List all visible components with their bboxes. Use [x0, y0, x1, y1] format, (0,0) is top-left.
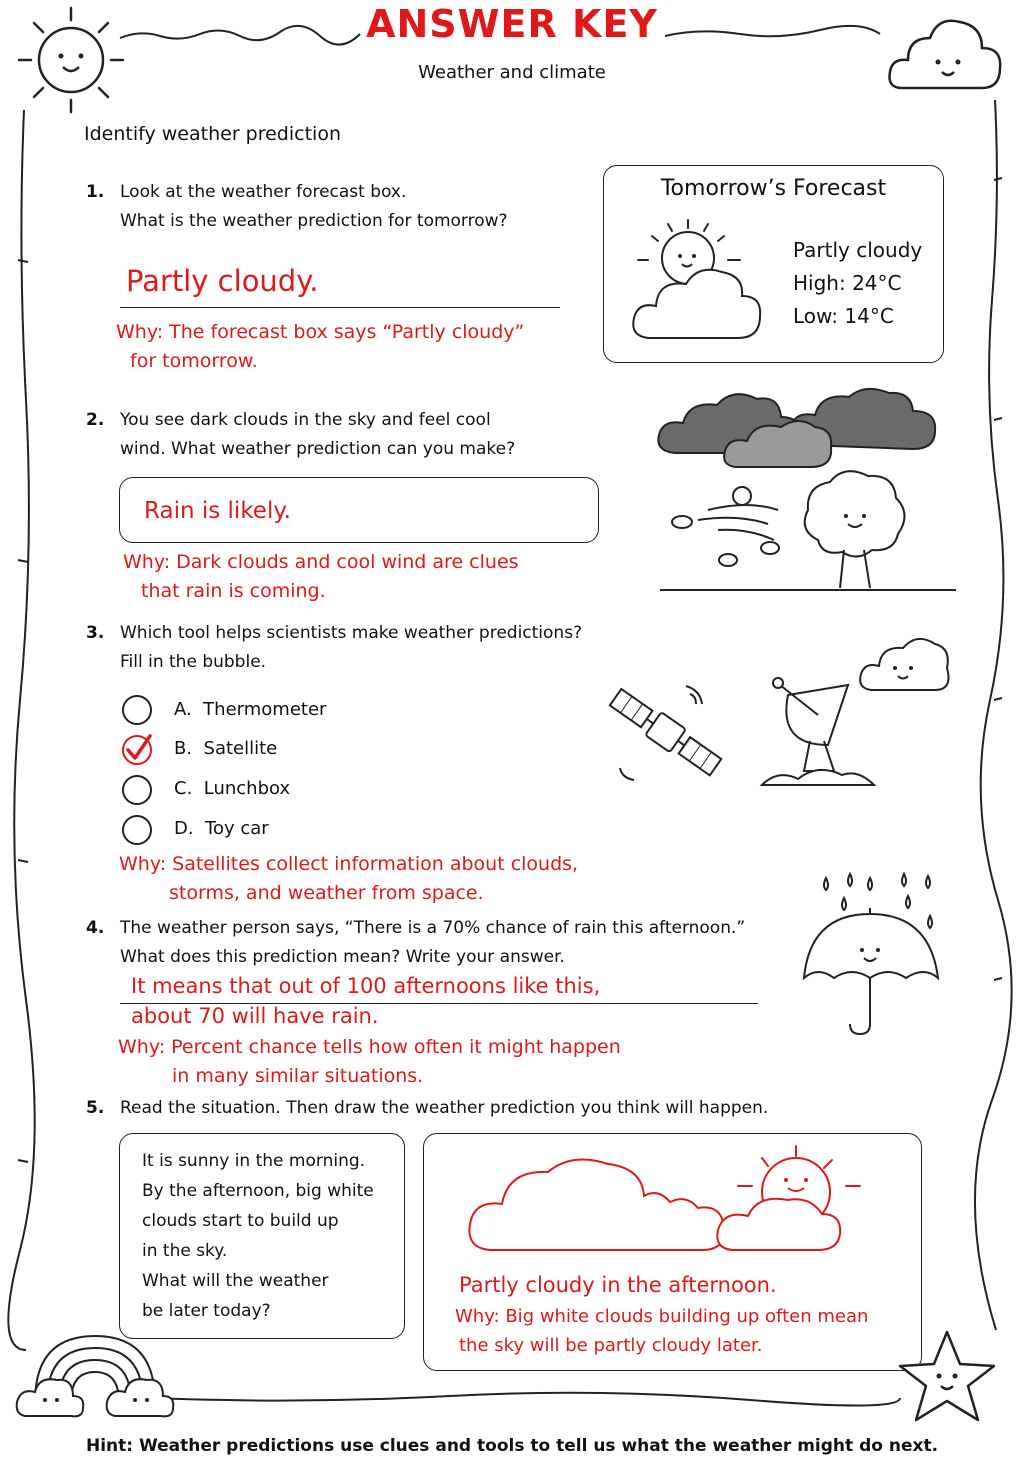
q5-situation-line6: be later today? — [142, 1301, 271, 1321]
q4-prompt — [120, 914, 745, 972]
q4-answer-line1: It means that out of 100 afternoons like this, — [131, 974, 601, 998]
q5-line1: Read the situation. Then draw the weather prediction you think will happen. — [120, 1098, 769, 1118]
q3-option-d-label: Toy car — [205, 818, 269, 839]
q2-number: 2. — [86, 410, 105, 430]
q5-situation-box — [119, 1133, 405, 1339]
q3-line1: Which tool helps scientists make weather predictions? — [120, 623, 583, 643]
q2-line2: wind. What weather prediction can you make? — [120, 439, 516, 459]
q5-situation-line5: What will the weather — [142, 1271, 329, 1291]
q3-why-line2: storms, and weather from space. — [169, 882, 484, 904]
umbrella-icon — [800, 868, 950, 1038]
q3-option-b-letter: B. — [174, 738, 193, 759]
checkmark-icon — [120, 730, 156, 766]
q1-why-line1: Why: The forecast box says “Partly cloudy” — [116, 321, 525, 343]
q3-option-d-letter: D. — [174, 818, 194, 839]
q3-option-b[interactable] — [174, 738, 277, 759]
forecast-high: High: 24°C — [793, 271, 902, 295]
q1-line1: Look at the weather forecast box. — [120, 182, 407, 202]
q5-situation-line2: By the afternoon, big white — [142, 1181, 374, 1201]
q2-line1: You see dark clouds in the sky and feel cool — [120, 410, 491, 430]
q5-why — [455, 1302, 868, 1360]
q3-option-c-letter: C. — [174, 778, 193, 799]
q1-number: 1. — [86, 182, 105, 202]
section-title: Identify weather prediction — [84, 123, 341, 145]
forecast-title: Tomorrow’s Forecast — [660, 176, 887, 201]
q5-number: 5. — [86, 1098, 105, 1118]
q4-line2: What does this prediction mean? Write your answer. — [120, 947, 565, 967]
q5-why-line1: Why: Big white clouds building up often mean — [455, 1306, 869, 1327]
q1-answer: Partly cloudy. — [126, 264, 319, 298]
q1-answer-line — [120, 307, 560, 308]
q5-situation-line1: It is sunny in the morning. — [142, 1151, 366, 1171]
q4-line1: The weather person says, “There is a 70% chance of rain this afternoon.” — [120, 918, 746, 938]
q3-option-b-label: Satellite — [203, 738, 278, 759]
q4-why — [118, 1033, 621, 1091]
q2-why-line1: Why: Dark clouds and cool wind are clues — [123, 551, 519, 573]
q3-option-c-bubble[interactable] — [122, 775, 152, 805]
q3-option-a-bubble[interactable] — [122, 695, 152, 725]
q3-option-d[interactable] — [174, 818, 269, 839]
star-icon — [892, 1326, 1002, 1426]
q4-number: 4. — [86, 918, 105, 938]
page-title: ANSWER KEY — [366, 2, 658, 46]
q5-answer: Partly cloudy in the afternoon. — [459, 1273, 777, 1297]
q2-answer-box — [119, 477, 599, 543]
q3-option-a[interactable] — [174, 699, 326, 720]
q4-why-line1: Why: Percent chance tells how often it might happen — [118, 1036, 621, 1058]
q2-answer: Rain is likely. — [144, 498, 291, 524]
q2-why-line2: that rain is coming. — [141, 580, 326, 602]
q3-why-line1: Why: Satellites collect information about clouds, — [119, 853, 579, 875]
q3-option-a-letter: A. — [174, 699, 192, 720]
q5-situation-line4: in the sky. — [142, 1241, 228, 1261]
q3-why — [119, 850, 578, 908]
q3-line2: Fill in the bubble. — [120, 652, 267, 672]
dark-clouds-icon — [655, 385, 975, 475]
q1-prompt — [120, 178, 508, 236]
rainbow-icon — [15, 1322, 175, 1422]
partly-cloudy-icon — [628, 218, 778, 348]
q1-why — [116, 318, 524, 376]
q3-number: 3. — [86, 623, 105, 643]
q1-why-line2: for tomorrow. — [130, 350, 258, 372]
q4-why-line2: in many similar situations. — [172, 1065, 424, 1087]
q3-option-d-bubble[interactable] — [122, 815, 152, 845]
small-cloud-icon — [855, 630, 955, 700]
q4-answer-line2: about 70 will have rain. — [131, 1004, 379, 1028]
q5-why-line2: the sky will be partly cloudy later. — [459, 1335, 763, 1356]
hint-text: Hint: Weather predictions use clues and tools to tell us what the weather might do next. — [85, 1436, 939, 1456]
q3-option-c[interactable] — [174, 778, 290, 799]
satellite-icon — [600, 678, 730, 788]
q3-option-a-label: Thermometer — [203, 699, 327, 720]
q5-situation-line3: clouds start to build up — [142, 1211, 339, 1231]
q3-option-c-label: Lunchbox — [203, 778, 291, 799]
forecast-low: Low: 14°C — [793, 304, 894, 328]
forecast-condition: Partly cloudy — [793, 238, 923, 262]
q3-prompt — [120, 619, 582, 677]
page-subtitle: Weather and climate — [418, 62, 606, 83]
drawn-partly-cloudy-icon — [462, 1138, 882, 1258]
q2-prompt — [120, 406, 515, 464]
q2-why — [123, 548, 519, 606]
windy-tree-icon — [658, 470, 958, 600]
q1-line2: What is the weather prediction for tomorrow? — [120, 211, 508, 231]
